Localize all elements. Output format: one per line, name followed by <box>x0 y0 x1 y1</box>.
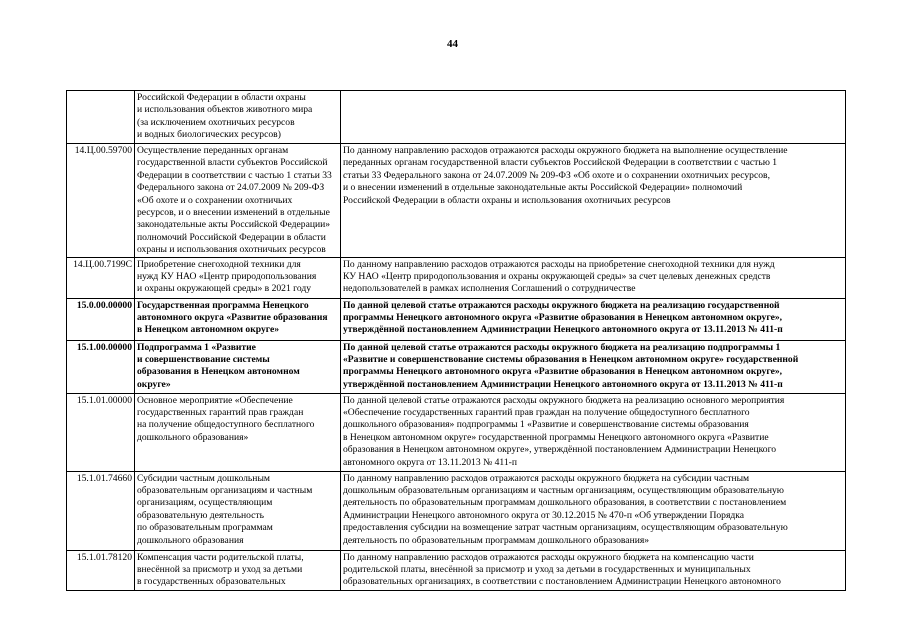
item-name-cell: Осуществление переданных органам государственной власти субъектов Российской Федерации в соответствии с частью 1 статьи 33 Федерального закона от 24.07.2009 № 209-ФЗ «Об охоте и о сохранении охотничьих ресурсов, и о внесении изменений в отдельные законодательные акты Российской Федерации» полномочий Российской Федерации в области охраны и использования охотничьих ресурсов <box>135 144 341 258</box>
target-code-cell: 15.1.01.78120 <box>67 550 135 590</box>
item-name-cell: Компенсация части родительской платы, внесённой за присмотр и уход за детьми в государственных образовательных <box>135 550 341 590</box>
item-name-cell: Российской Федерации в области охраны и использования объектов животного мира (за исключением охотничьих ресурсов и водных биологических ресурсов) <box>135 91 341 144</box>
target-code-cell: 15.0.00.00000 <box>67 298 135 340</box>
item-description-cell <box>341 91 846 144</box>
table-row <box>67 340 846 393</box>
item-name-cell: Приобретение снегоходной техники для нужд КУ НАО «Центр природопользования и охраны окружающей среды» в 2021 году <box>135 257 341 298</box>
table-row <box>67 298 846 340</box>
item-name-cell: Субсидии частным дошкольным образовательным организациям и частным организациям, осуществляющим образовательную деятельность по образовательным программам дошкольного образования <box>135 471 341 550</box>
table-row <box>67 471 846 550</box>
target-code-cell: 14.Ц.00.7199С <box>67 257 135 298</box>
table-row <box>67 91 846 144</box>
target-code-cell: 14.Ц.00.59700 <box>67 144 135 258</box>
table-row <box>67 257 846 298</box>
item-description-cell: По данной целевой статье отражаются расходы окружного бюджета на реализацию основного мероприятия «Обеспечение государственных гарантий прав граждан на получение общедоступного бесплатного дошкольного образования» подпрограммы 1 «Развитие и совершенствование системы образования в Ненецком автономном округе» государственной программы Ненецкого автономного округа «Развитие образования в Ненецком автономном округе», утверждённой постановлением Администрации Ненецкого автономного округа от 13.11.2013 № 411-п <box>341 393 846 471</box>
budget-classification-table <box>66 90 846 591</box>
table-row <box>67 550 846 590</box>
target-code-cell: 15.1.00.00000 <box>67 340 135 393</box>
item-description-cell: По данному направлению расходов отражаются расходы окружного бюджета на субсидии частным дошкольным образовательным организациям и частным организациям, осуществляющим образовательную деятельность по образовательным программам дошкольного образования, в соответствии с постановлением Администрации Ненецкого автономного округа от 30.12.2015 № 470-п «Об утверждении Порядка предоставления субсидии на возмещение затрат частным организациям, осуществляющим образовательную деятельность по образовательным программам дошкольного образования» <box>341 471 846 550</box>
item-description-cell: По данному направлению расходов отражаются расходы на приобретение снегоходной техники для нужд КУ НАО «Центр природопользования и охраны окружающей среды» за счет целевых денежных средств недопользователей в рамках исполнения Соглашений о сотрудничестве <box>341 257 846 298</box>
table-row <box>67 393 846 471</box>
item-name-cell: Государственная программа Ненецкого автономного округа «Развитие образования в Ненецком автономном округе» <box>135 298 341 340</box>
page-number: 44 <box>447 38 458 50</box>
item-description-cell: По данному направлению расходов отражаются расходы окружного бюджета на компенсацию части родительской платы, внесённой за присмотр и уход за детьми в государственных и муниципальных образовательных организациях, в соответствии с постановлением Администрации Ненецкого автономного <box>341 550 846 590</box>
table-row <box>67 144 846 258</box>
item-description-cell: По данному направлению расходов отражаются расходы окружного бюджета на выполнение осуществление переданных органам государственной власти субъектов Российской Федерации в соответствии с частью 1 статьи 33 Федерального закона от 24.07.2009 № 209-ФЗ «Об охоте и о сохранении охотничьих ресурсов, и о внесении изменений в отдельные законодательные акты Российской Федерации» полномочий Российской Федерации в области охраны и использования охотничьих ресурсов <box>341 144 846 258</box>
target-code-cell: 15.1.01.74660 <box>67 471 135 550</box>
item-description-cell: По данной целевой статье отражаются расходы окружного бюджета на реализацию подпрограммы 1 «Развитие и совершенствование системы образования в Ненецком автономном округе» государственной программы Ненецкого автономного округа «Развитие образования в Ненецком автономном округе», утверждённой постановлением Администрации Ненецкого автономного округа от 13.11.2013 № 411-п <box>341 340 846 393</box>
item-name-cell: Подпрограмма 1 «Развитие и совершенствование системы образования в Ненецком автономном округе» <box>135 340 341 393</box>
target-code-cell <box>67 91 135 144</box>
target-code-cell: 15.1.01.00000 <box>67 393 135 471</box>
item-name-cell: Основное мероприятие «Обеспечение государственных гарантий прав граждан на получение общедоступного бесплатного дошкольного образования» <box>135 393 341 471</box>
item-description-cell: По данной целевой статье отражаются расходы окружного бюджета на реализацию государственной программы Ненецкого автономного округа «Развитие образования в Ненецком автономном округе», утверждённой постановлением Администрации Ненецкого автономного округа от 13.11.2013 № 411-п <box>341 298 846 340</box>
